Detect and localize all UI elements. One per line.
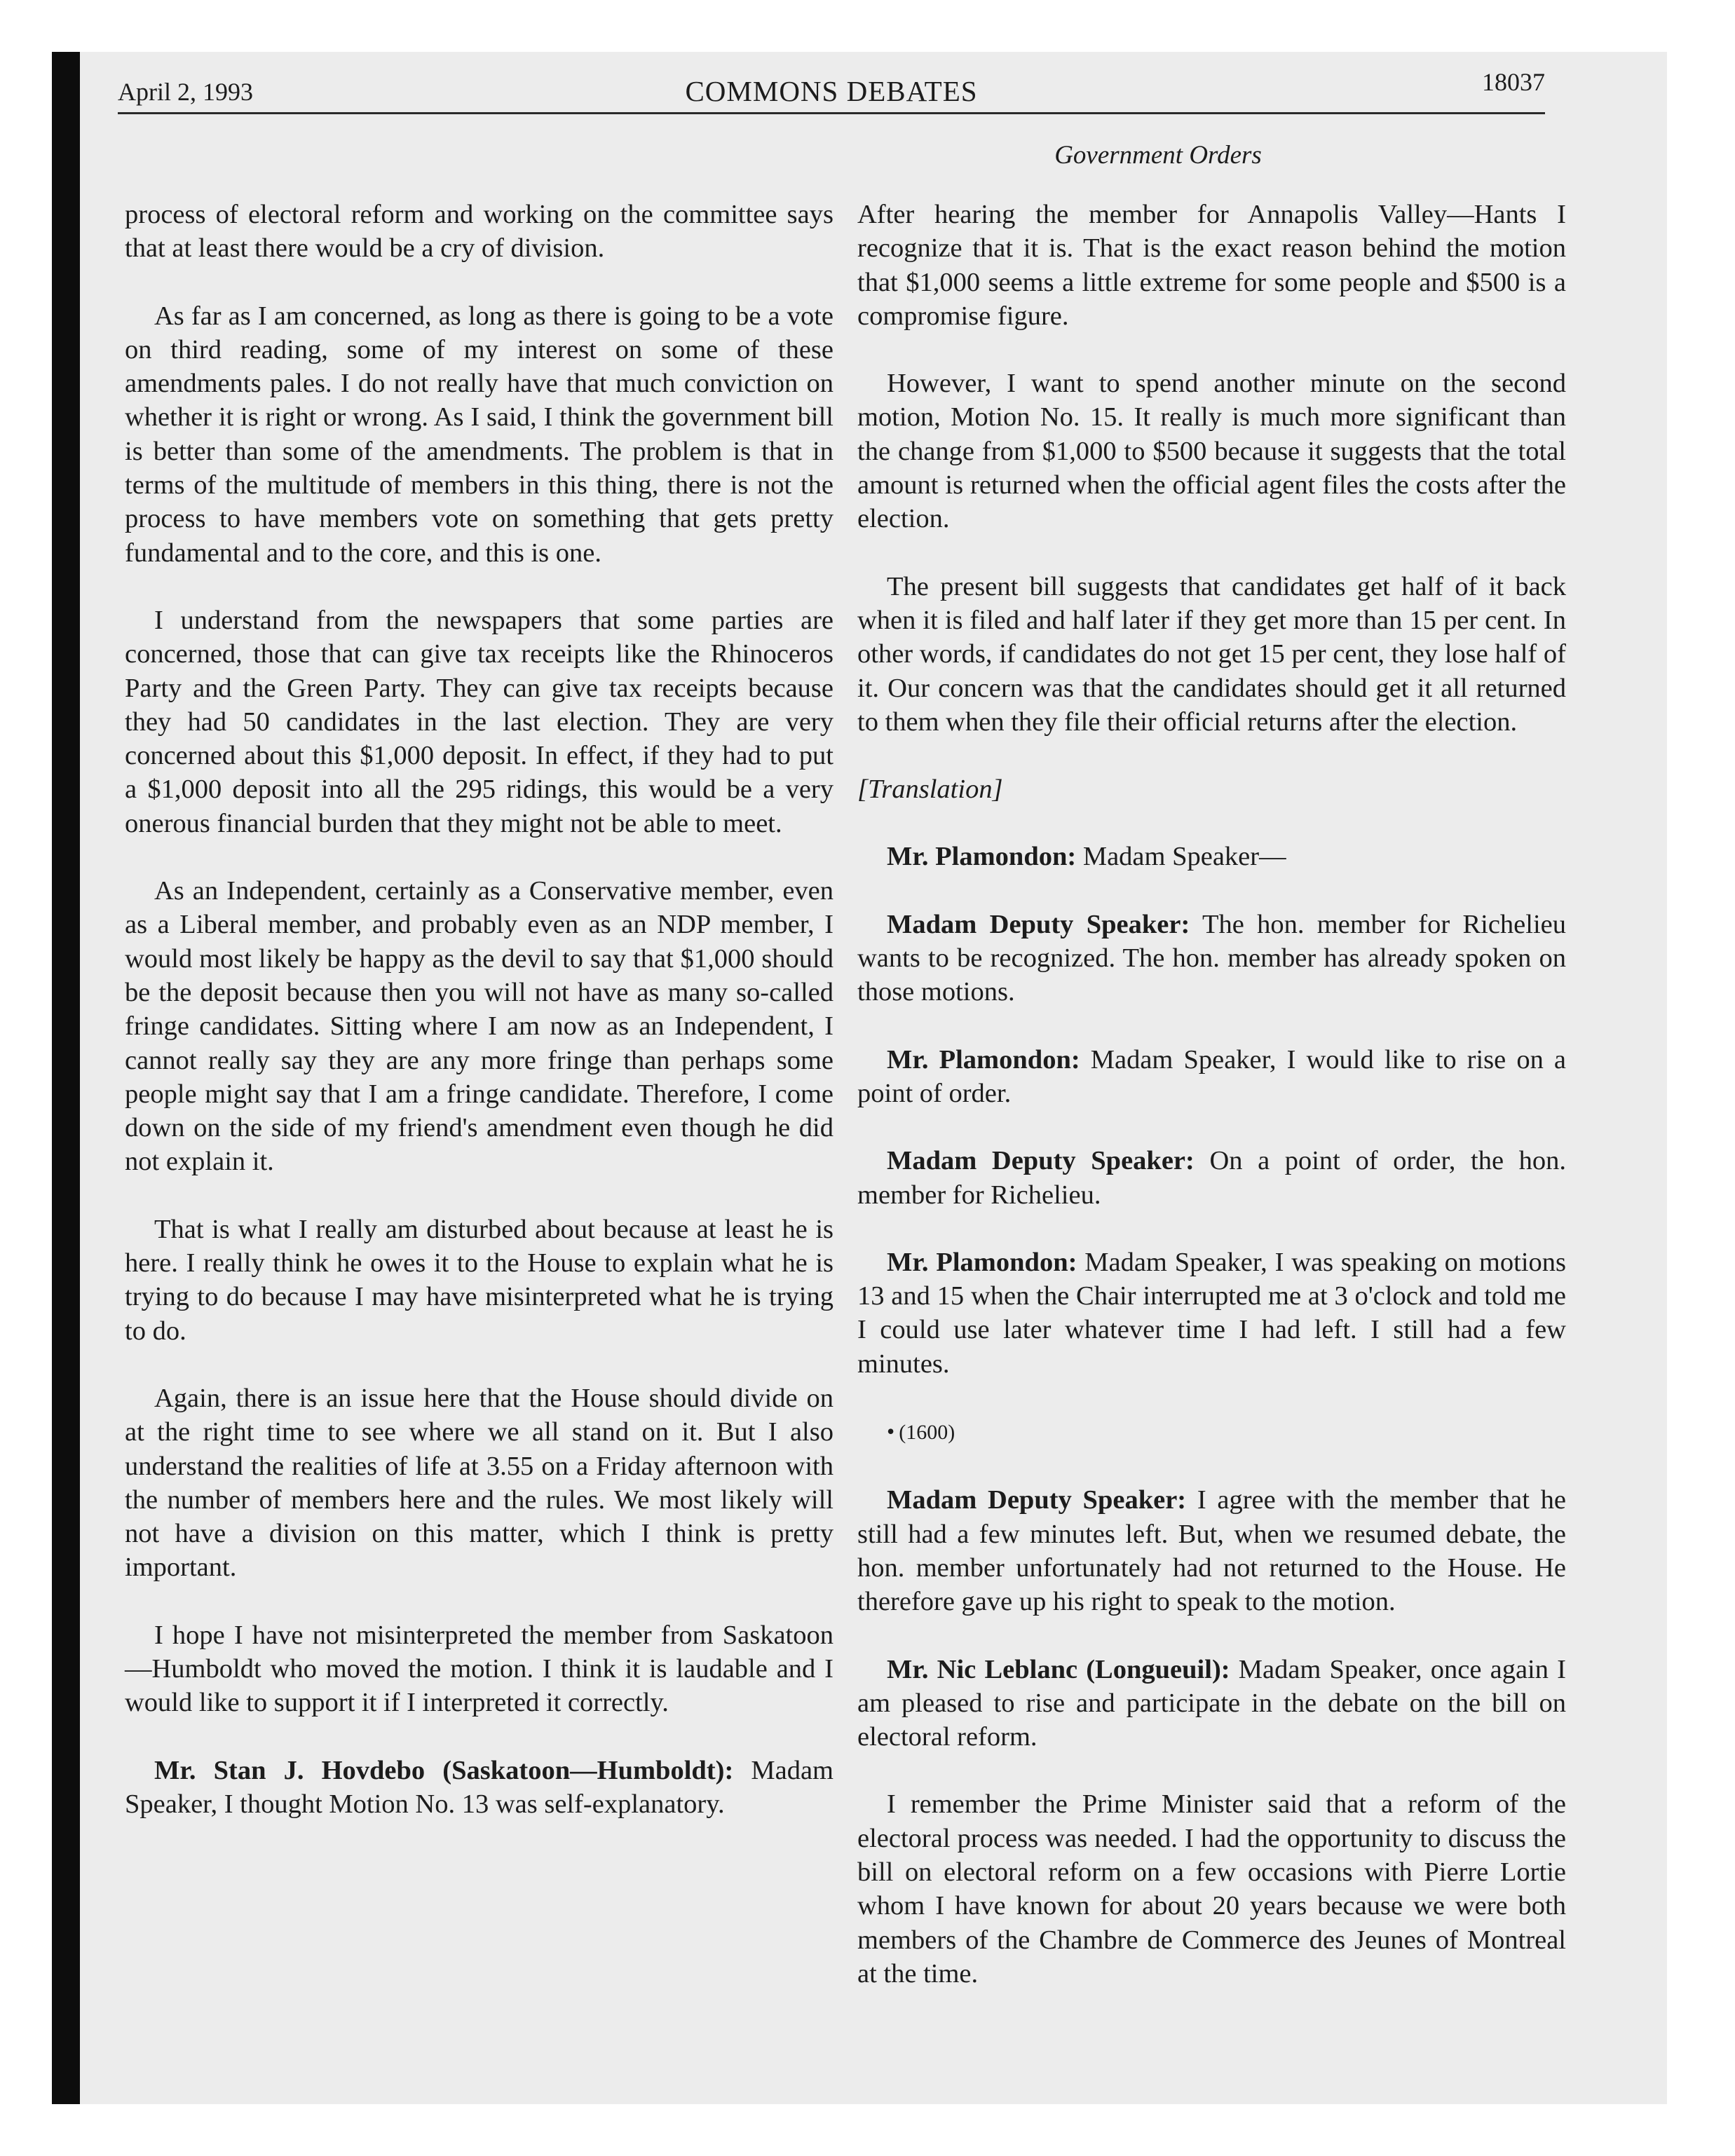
speech-paragraph [857,908,1566,1009]
time-stamp: (1600) [899,1421,955,1445]
speech-paragraph [857,1483,1566,1618]
speech-paragraph [125,1754,834,1822]
speech-paragraph [857,1246,1566,1381]
time-marker [857,1414,1566,1449]
paragraph: I remember the Prime Minister said that a reform of the electoral process was needed. I had the opportunity to discuss the bill on electoral reform on a few occasions with Pierre Lortie whom I have known for about 20 years because we were both members of the Chambre de Commerce des Jeunes of Montreal at the time. [857,1789,1566,1988]
paragraph: I understand from the newspapers that some parties are concerned, those that can give tax receipts like the Rhinoceros Party and the Green Party. They can give tax receipts because they had 50 candidates in the last election. They are very concerned about this $1,000 deposit. In effect, if they had to put a $1,000 deposit into all the 295 ridings, this would be a very onerous financial burden that they might not be able to meet. [125,605,834,838]
speech-text: The hon. member for Richelieu wants to be recognized. The hon. member has already spoken on those motions. [857,909,1566,1007]
speaker-name: Madam Deputy Speaker: [887,1146,1195,1176]
paragraph: After hearing the member for Annapolis Valley—Hants I recognize that it is. That is the exact reason behind the motion that $1,000 seems a little extreme for some people and $500 is a compromise figure. [857,200,1566,331]
translation-note: [Translation] [857,775,1003,805]
speech-paragraph [857,1653,1566,1754]
paragraph: However, I want to spend another minute on the second motion, Motion No. 15. It really is much more significant than the change from $1,000 to $500 because it suggests that the total amount is returned when the official agent files the costs after the election. [857,369,1566,534]
bullet-icon: • [887,1419,895,1445]
header-rule [118,112,1545,114]
speaker-name: Mr. Stan J. Hovdebo (Saskatoon—Humboldt): [154,1755,734,1785]
paragraph: As far as I am concerned, as long as there is going to be a vote on third reading, some of my interest on some of these amendments pales. I do not really have that much conviction on whether it is right or wrong. As I said, I think the government bill is better than some of the amendments. The problem is that in terms of the multitude of members in this thing, there is not the process to have members vote on something that gets pretty fundamental and to the core, and this is one. [125,301,834,568]
scan-border [52,52,80,2104]
speaker-name: Mr. Plamondon: [887,842,1077,872]
paragraph: I hope I have not misinterpreted the member from Saskatoon—Humboldt who moved the motion. I think it is laudable and I would like to support it if I interpreted it correctly. [125,1620,834,1718]
speech-text: Madam Speaker, I was speaking on motions 13 and 15 when the Chair interrupted me at 3 o'clock and told me I could use later whatever time I had left. I still had a few minutes. [857,1247,1567,1379]
speech-text: Madam Speaker, I thought Motion No. 13 was self-explanatory. [125,1755,834,1819]
speech-paragraph [857,1144,1566,1212]
speaker-name: Mr. Nic Leblanc (Longueuil): [887,1654,1230,1684]
paragraph: As an Independent, certainly as a Conservative member, even as a Liberal member, and probably even as an NDP member, I would most likely be happy as the devil to say that $1,000 should be the deposit because then you will not have as many so-called fringe candidates. Sitting where I am now as an Independent, I cannot really say they are any more fringe than perhaps some people might say that I am a fringe candidate. Therefore, I come down on the side of my friend's amendment even though he did not explain it. [125,876,834,1177]
speaker-name: Madam Deputy Speaker: [887,909,1190,939]
speech-paragraph [857,1043,1566,1111]
speech-text: I agree with the member that he still had a few minutes left. But, when we resumed debate, the hon. member unfortunately had not returned to the House. He therefore gave up his right to speak to the motion. [857,1485,1566,1617]
section-label: Government Orders [1054,141,1262,170]
speaker-name: Mr. Plamondon: [887,1044,1080,1074]
right-column [857,198,1566,2024]
paragraph: Again, there is an issue here that the House should divide on at the right time to see where we all stand on it. But I also understand the realities of life at 3.55 on a Friday afternoon with the number of members here and the rules. We most likely will not have a division on this matter, which I think is pretty important. [125,1383,834,1583]
paragraph: The present bill suggests that candidates get half of it back when it is filed and half later if they get more than 15 per cent. In other words, if candidates do not get 15 per cent, they lose half of it. Our concern was that the candidates should get it all returned to them when they file their official returns after the election. [857,571,1566,737]
speaker-name: Madam Deputy Speaker: [887,1485,1187,1515]
page-header [118,67,1545,118]
header-title: COMMONS DEBATES [685,75,978,107]
header-date: April 2, 1993 [118,78,253,106]
paragraph: That is what I really am disturbed about because at least he is here. I really think he owes it to the House to explain what he is trying to do because I may have misinterpreted what he is trying to do. [125,1214,834,1346]
speech-text: On a point of order, the hon. member for Richelieu. [857,1146,1566,1210]
speech-text: Madam Speaker, I would like to rise on a point of order. [857,1044,1566,1108]
page-number: 18037 [1482,68,1545,96]
left-column [125,198,834,1855]
speech-paragraph [857,840,1566,873]
speech-text: Madam Speaker, once again I am pleased to rise and participate in the debate on the bill on electoral reform. [857,1654,1566,1752]
paragraph: process of electoral reform and working on the committee says that at least there would be a cry of division. [125,200,834,264]
speaker-name: Mr. Plamondon: [887,1247,1077,1277]
speech-text: Madam Speaker— [1082,842,1286,872]
